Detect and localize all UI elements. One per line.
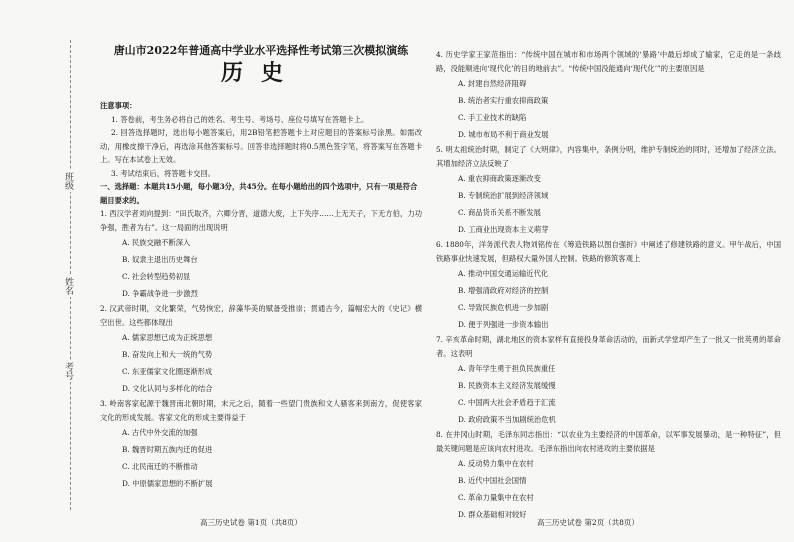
section-heading: 一、选择题：本题共15小题，每小题3分，共45分。在每小题给出的四个选项中，只有一项是符合题目要求的。 [100, 182, 418, 205]
notice-item: 3. 考试结束后，将答题卡交回。 [110, 168, 216, 178]
option: A. 儒家思想已成为正统思想 [122, 333, 213, 342]
option: C. 中国两大社会矛盾趋于汇流 [458, 398, 556, 407]
option: D. 城市布局不利于商业发展 [458, 130, 549, 139]
exam-title: 唐山市2022年普通高中学业水平选择性考试第三次模拟演练 [113, 44, 409, 57]
page-2-column [436, 48, 781, 523]
option: B. 魏晋时期五族内迁的促进 [122, 445, 213, 454]
option: C. 手工业技术的缺陷 [458, 113, 527, 122]
question-options-7 [458, 360, 781, 428]
option: C. 北民南迁的不断推动 [122, 462, 198, 471]
option: B. 奋发向上和大一统的气势 [122, 350, 213, 359]
option: A. 民族交融不断深入 [122, 238, 191, 247]
option: A. 封建自然经济阻碍 [458, 79, 527, 88]
question-stem-3: 3. 岭南客家起源于魏晋南北朝时期，末元之后，随着一些望门贵族和文人骚客来到南方，促使客家文化的形成发展。客家文化的形成主要得益于 [100, 399, 422, 422]
option: A. 推动中国交通运输近代化 [458, 269, 549, 278]
binding-label-class: 班级 [63, 172, 73, 190]
binding-label-name: 姓名 [63, 277, 73, 295]
option: B. 专制统治扩展到经济领域 [458, 191, 549, 200]
option: B. 奴隶主退出历史舞台 [122, 255, 198, 264]
page-footer-1: 高三历史试卷 第1页（共8页） [200, 518, 302, 527]
subject-title: 历史 [220, 60, 301, 86]
option: D. 政府政策不当加剧统治危机 [458, 415, 556, 424]
question-options-3 [122, 424, 422, 492]
option: A. 青年学生勇于担负民族重任 [458, 364, 556, 373]
option: D. 工商业出现资本主义萌芽 [458, 225, 549, 234]
option: A. 古代中外交流的加强 [122, 428, 198, 437]
page-1-column [100, 44, 422, 492]
option: B. 近代中国社会国情 [458, 476, 527, 485]
option: D. 中原儒家思想的不断扩展 [122, 479, 213, 488]
question-options-2 [122, 329, 422, 397]
option: B. 统治者实行重农抑商政策 [458, 96, 549, 105]
question-stem-1: 1. 西汉学者刘向提到：“田氏取齐，六卿分晋，道德大废，上下失序……上无天子，下无方伯，力功争强，胜者为右”。这一局面的出现说明 [100, 209, 422, 232]
question-options-4 [458, 75, 781, 143]
option: A. 重农抑商政策逐渐改变 [458, 174, 541, 183]
option: C. 革命力量集中在农村 [458, 493, 534, 502]
question-stem-5: 5. 明太祖统治时期，制定了《大明律》，内容集中，条例分明，维护专制统治的同时，还增加了经济立法。其增加经济立法反映了 [436, 145, 781, 168]
option: C. 东亚儒家文化圈逐渐形成 [122, 367, 213, 376]
question-options-8 [458, 455, 781, 523]
binding-margin [0, 0, 98, 542]
option: C. 商品货币关系不断发展 [458, 208, 541, 217]
notice-item: 1. 答卷前，考生务必将自己的姓名、考生号、考场号、座位号填写在答题卡上。 [110, 114, 369, 124]
question-options-5 [458, 170, 781, 238]
question-stem-8: 8. 在井冈山时期，毛泽东同志指出：“以农业为主要经济的中国革命，以军事发展暴动，是一种特征”，但最关键问题是应该向农村进攻。毛泽东指出向农村进攻的主要依据是 [436, 430, 781, 453]
option: C. 导致民族危机进一步加剧 [458, 303, 549, 312]
option: B. 增强清政府对经济的控制 [458, 286, 549, 295]
question-stem-4: 4. 历史学家王家范指出：“传统中国在城市和市场两个领域的‘暴路’中最后却成了输家，它走的是一条歧路，没能顺进向‘现代化’的目的地前去”。“传统中国没能通向‘现代化’”的主要原因是 [436, 50, 781, 73]
question-options-1 [122, 234, 422, 302]
binding-label-number: 考号 [63, 362, 73, 380]
option: D. 争霸战争进一步激烈 [122, 289, 198, 298]
option: D. 文化认同与多样化的结合 [122, 384, 213, 393]
option: D. 群众基础相对较好 [458, 510, 527, 519]
question-stem-7: 7. 辛亥革命时期，湖北地区的资本家样有直接投身革命活动的，而新式学堂却产生了一批又一批英勇的革命者。这表明 [436, 335, 781, 358]
page-footer-2: 高三历史试卷 第2页（共8页） [537, 518, 639, 527]
option: A. 反动势力集中在农村 [458, 459, 534, 468]
option: B. 民族资本主义经济发展缓慢 [458, 381, 556, 390]
option: C. 社会转型趋势初显 [122, 272, 191, 281]
question-options-6 [458, 265, 781, 333]
notice-heading: 注意事项： [100, 101, 137, 110]
option: D. 便于列强进一步资本输出 [458, 320, 549, 329]
notice-item: 2. 回答选择题时，选出每小题答案后，用2B铅笔把答题卡上对应题目的答案标号涂黑。如需改动，用橡皮擦干净后，再选涂其他答案标号。回答非选择题时将0.5黑色签字笔，将答案写在答题卡上。写在本试卷上无效。 [100, 128, 422, 164]
question-stem-6: 6. 1880年，洋务派代表人物刘铭传在《筹造铁路以图自强折》中阐述了修建铁路的意义。甲午战后，中国铁路事业快速发展，但路权大量外国人控制。铁路的修筑客观上 [436, 240, 781, 263]
question-stem-2: 2. 汉武帝时期，文化繁荣，气势恢宏，辞藻华美的赋备受推崇；贯通古今，篇幅宏大的《史记》横空出世。这些都体现出 [100, 304, 422, 327]
